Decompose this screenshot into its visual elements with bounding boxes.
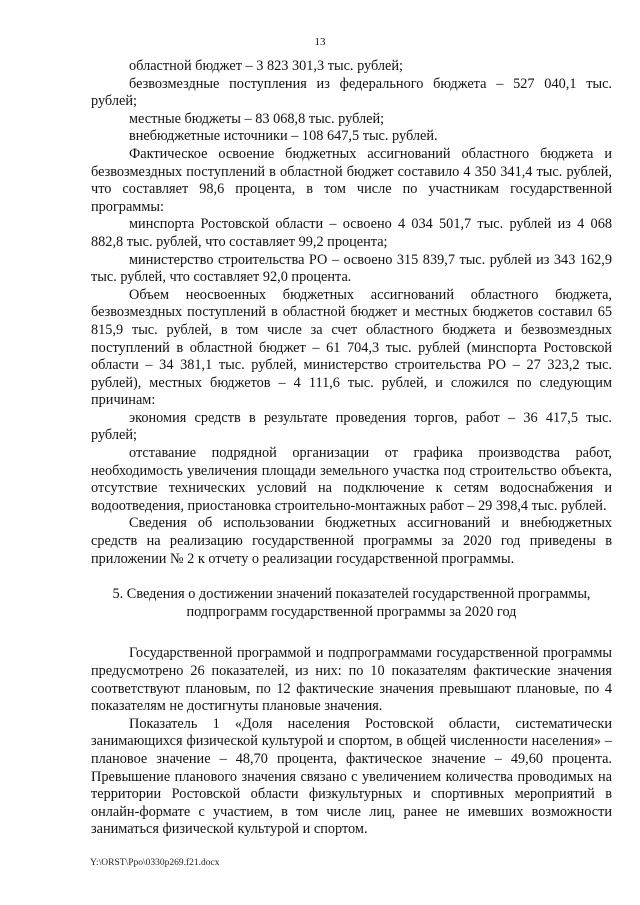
paragraph: Сведения об использовании бюджетных ассигнований и внебюджетных средств на реализацию государственной программы за 2020 год приведены в приложении № 2 к отчету о реализации государственной программы.: [91, 515, 612, 567]
paragraph: областной бюджет – 3 823 301,3 тыс. рублей;: [129, 58, 404, 74]
paragraph: министерство строительства РО – освоено 315 839,7 тыс. рублей из 343 162,9 тыс. рублей, что составляет 92,0 процента.: [91, 251, 612, 286]
footer-file-path: Y:\ORST\Ppo\0330p269.f21.docx: [90, 858, 220, 868]
paragraph: отставание подрядной организации от графика производства работ, необходимость увеличения площади земельного участка под строительство объекта, отсутствие технических условий на подключение к сетям водоснабжения и водоотведения, приостановка строительно-монтажных работ – 29 398,4 тыс. рублей.: [91, 445, 612, 514]
section-heading: 5. Сведения о достижении значений показателей государственной программы, подпрограмм государственной программы за 2020 год: [112, 586, 591, 620]
spacer: [91, 568, 612, 586]
paragraph: Государственной программой и подпрограммами государственной программы предусмотрено 26 показателей, из них: по 10 показателям фактические значения соответствуют плановым, по 12 фактические значения превышают плановые, по 4 показателям не достигнуты плановые значения.: [91, 645, 612, 715]
spacer: [91, 621, 612, 645]
paragraph: местные бюджеты – 83 068,8 тыс. рублей;: [129, 110, 385, 127]
document-body: [91, 58, 612, 839]
paragraph: Фактическое освоение бюджетных ассигнований областного бюджета и безвозмездных поступлений в областной бюджет составило 4 350 341,4 тыс. рублей, что составляет 98,6 процента, в том числе по участникам государственной программы:: [91, 145, 612, 215]
paragraph: безвозмездные поступления из федерального бюджета – 527 040,1 тыс. рублей;: [91, 75, 612, 110]
paragraph: экономия средств в результате проведения торгов, работ – 36 417,5 тыс. рублей;: [91, 409, 612, 444]
page-number: 13: [314, 36, 326, 48]
paragraph: минспорта Ростовской области – освоено 4 034 501,7 тыс. рублей из 4 068 882,8 тыс. рублей, что составляет 99,2 процента;: [91, 216, 612, 250]
paragraph: Объем неосвоенных бюджетных ассигнований областного бюджета, безвозмездных поступлений в областной бюджет и местных бюджетов составил 65 815,9 тыс. рублей, в том числе за счет областного бюджета и безвозмездных поступлений в областной бюджет – 61 704,3 тыс. рублей (минспорта Ростовской области – 34 381,1 тыс. рублей, министерство строительства РО – 27 323,2 тыс. рублей), местных бюджетов – 4 111,6 тыс. рублей, и сложился по следующим причинам:: [91, 286, 612, 409]
paragraph: внебюджетные источники – 108 647,5 тыс. рублей.: [129, 128, 438, 145]
paragraph: Показатель 1 «Доля населения Ростовской области, систематически занимающихся физической культурой и спортом, в общей численности населения» – плановое значение – 48,70 процента, фактическое значение – 49,60 процента. Превышение планового значения связано с увеличением количества проводимых на территории Ростовской области физкультурных и спортивных мероприятий в онлайн-формате с участием, в том числе лиц, ранее не имевших возможности заниматься физической культурой и спортом.: [91, 715, 612, 838]
